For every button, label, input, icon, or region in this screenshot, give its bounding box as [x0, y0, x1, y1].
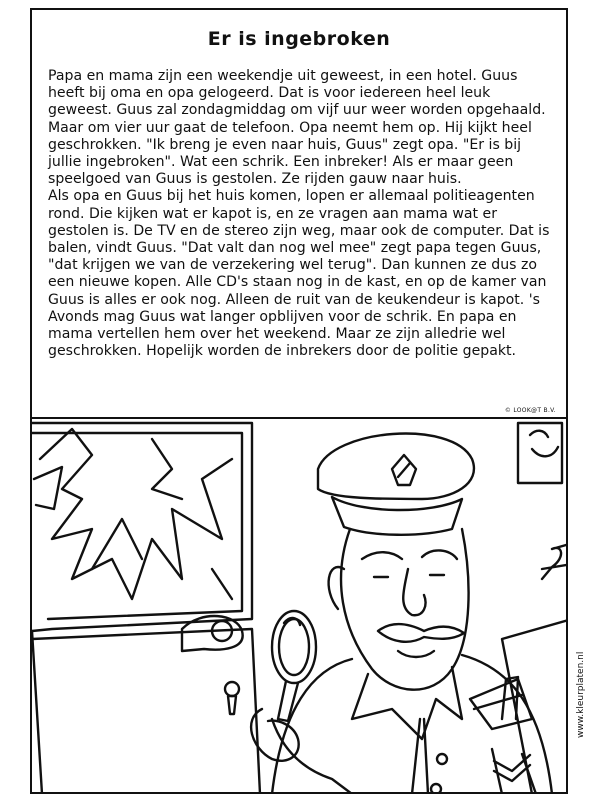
copyright-notice: © LOOK@T B.V. — [504, 407, 556, 414]
coloring-page-frame — [30, 8, 586, 794]
page-title: Er is ingebroken — [207, 28, 391, 50]
website-credit: www.kleurplaten.nl — [576, 651, 586, 738]
story-paragraph-2: Als opa en Guus bij het huis komen, lopen er allemaal politieagenten rond. Die kijken wat er kapot is, en ze vragen aan mama wat er gestolen is. De TV en de stereo zijn weg, maar ook de computer. Dat is balen, vindt Guus. "Dat valt dan nog wel mee" zegt papa tegen Guus, "dat krijgen we van de verzekering wel terug". Dan kunnen ze dus zo een nieuwe kopen. Alle CD's staan nog in de kast, en op de kamer van Guus is alles er ook nog. Alleen de ruit van de keukendeur is kapot. 's Avonds mag Guus wat langer opblijven voor de schrik. En papa en mama vertellen hem over het weekend. Maar ze zijn alledrie wel geschrokken. Hopelijk worden de inbrekers door de politie gepakt. — [48, 188, 550, 360]
story-text — [48, 68, 552, 360]
officer — [251, 434, 552, 794]
magnifying-glass-icon — [272, 611, 316, 721]
broken-window-illustration — [32, 423, 252, 631]
story-paragraph-1: Papa en mama zijn een weekendje uit geweest, in een hotel. Guus heeft bij oma en opa gelogeerd. Dat is voor iedereen heel leuk geweest. Guus zal zondagmiddag om vijf uur weer worden opgehaald. Maar om vier uur gaat de telefoon. Opa neemt hem op. Hij kijkt heel geschrokken. "Ik breng je even naar huis, Guus" zegt opa. "Er is bij jullie ingebroken". Wat een schrik. Een inbreker! Als er maar geen speelgoed van Guus is gestolen. Ze rijden gauw naar huis. — [48, 68, 546, 188]
police-officer-illustration — [32, 419, 566, 794]
